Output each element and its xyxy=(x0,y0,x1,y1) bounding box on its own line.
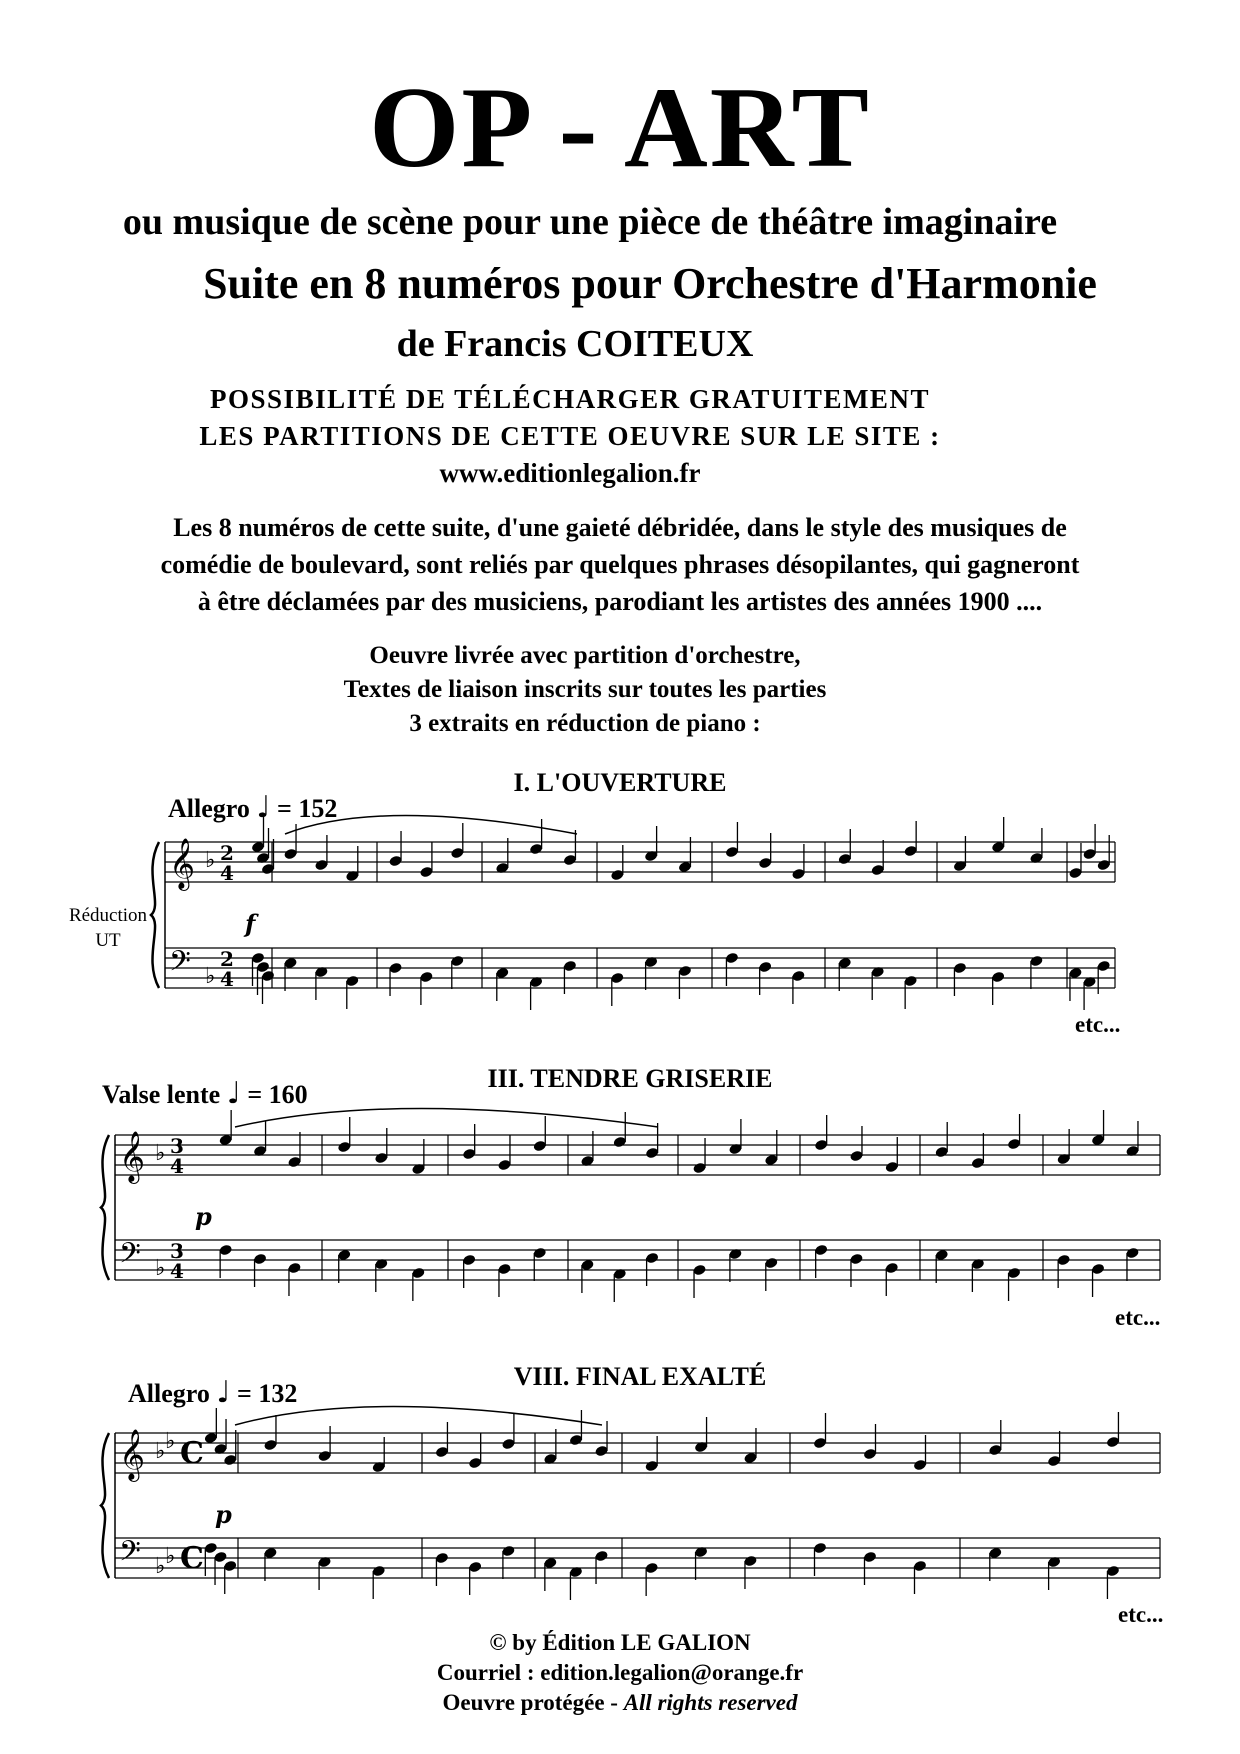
time-signature-denominator: 4 xyxy=(170,1259,184,1283)
flat-icon: ♭ xyxy=(165,1544,176,1569)
quarter-note-icon: ♩ xyxy=(226,1076,241,1111)
work-subtitle: ou musique de scène pour une pièce de théâtre imaginaire xyxy=(122,201,1058,243)
tempo-value: = 160 xyxy=(247,1080,308,1109)
rights-line xyxy=(0,1690,1240,1716)
flat-icon: ♭ xyxy=(155,1554,166,1579)
bass-clef-icon: 𝄢 xyxy=(119,1535,141,1575)
flat-icon: ♭ xyxy=(205,848,216,873)
brace xyxy=(101,1135,109,1280)
flat-icon: ♭ xyxy=(155,1439,166,1464)
instrument-label-line1: Réduction xyxy=(68,905,148,926)
quarter-note-icon: ♩ xyxy=(216,1375,231,1410)
dynamic-marking: f xyxy=(245,909,256,938)
treble-clef-icon: 𝄞 xyxy=(169,838,196,889)
tempo-word: Valse lente xyxy=(102,1080,221,1109)
flat-icon: ♭ xyxy=(165,1429,176,1454)
description-line2: comédie de boulevard, sont reliés par quelques phrases désopilantes, qui gagneront xyxy=(160,550,1080,579)
included-line1: Oeuvre livrée avec partition d'orchestre, xyxy=(369,642,801,669)
flat-icon: ♭ xyxy=(155,1256,166,1281)
copyright-line: © by Édition LE GALION xyxy=(489,1630,751,1655)
download-notice-line2: LES PARTITIONS DE CETTE OEUVRE SUR LE SITE : xyxy=(199,421,941,451)
dynamic-marking: p xyxy=(215,1500,232,1529)
time-signature-denominator: 4 xyxy=(170,1154,184,1178)
treble-clef-icon: 𝄞 xyxy=(119,1429,146,1480)
included-line3: 3 extraits en réduction de piano : xyxy=(409,710,761,737)
description-line3: à être déclamées par des musiciens, parodiant les artistes des années 1900 .... xyxy=(197,587,1043,616)
rights-italic: All rights reserved xyxy=(623,1690,798,1715)
composer-line: de Francis COITEUX xyxy=(396,323,754,365)
tempo-value: = 152 xyxy=(277,794,338,823)
description-line1: Les 8 numéros de cette suite, d'une gaieté débridée, dans le style des musiques de xyxy=(173,513,1067,542)
excerpt-2-title: III. TENDRE GRISERIE xyxy=(487,1064,773,1093)
dynamic-marking: p xyxy=(195,1202,212,1231)
time-signature-denominator: 4 xyxy=(220,861,234,885)
tempo-word: Allegro xyxy=(168,794,250,823)
treble-clef-icon: 𝄞 xyxy=(119,1131,146,1182)
slur xyxy=(285,816,577,835)
download-notice-line1: POSSIBILITÉ DE TÉLÉCHARGER GRATUITEMENT xyxy=(210,384,930,414)
excerpt-2-etc: etc... xyxy=(1115,1305,1161,1330)
tempo-word: Allegro xyxy=(128,1379,210,1408)
flat-icon: ♭ xyxy=(155,1141,166,1166)
time-signature-numerator: 2 xyxy=(220,841,234,865)
tempo-value: = 132 xyxy=(237,1379,298,1408)
time-signature-numerator: 3 xyxy=(170,1239,184,1263)
slur xyxy=(235,1109,658,1128)
rights-label: Oeuvre protégée - xyxy=(442,1690,624,1715)
common-time-icon: C xyxy=(180,1436,204,1471)
time-signature-numerator: 3 xyxy=(170,1134,184,1158)
email-line[interactable]: Courriel : edition.legalion@orange.fr xyxy=(436,1660,804,1685)
flat-icon: ♭ xyxy=(205,964,216,989)
brace xyxy=(151,842,159,988)
bass-clef-icon: 𝄢 xyxy=(169,945,191,985)
included-line2: Textes de liaison inscrits sur toutes les parties xyxy=(343,676,827,703)
common-time-icon: C xyxy=(180,1541,204,1576)
bass-clef-icon: 𝄢 xyxy=(119,1237,141,1277)
time-signature-numerator: 2 xyxy=(220,947,234,971)
time-signature-denominator: 4 xyxy=(220,967,234,991)
excerpt-1-etc: etc... xyxy=(1075,1012,1121,1037)
suite-description: Suite en 8 numéros pour Orchestre d'Harmonie xyxy=(203,259,1097,308)
excerpt-1-title: I. L'OUVERTURE xyxy=(513,768,727,797)
slur xyxy=(235,1407,602,1426)
brace xyxy=(101,1433,109,1578)
excerpt-3-title: VIII. FINAL EXALTÉ xyxy=(513,1362,767,1391)
excerpt-3-etc: etc... xyxy=(1118,1602,1164,1627)
instrument-label-line2: UT xyxy=(95,930,121,951)
work-title: OP - ART xyxy=(369,64,871,192)
website-link[interactable]: www.editionlegalion.fr xyxy=(439,458,701,488)
quarter-note-icon: ♩ xyxy=(256,790,271,825)
